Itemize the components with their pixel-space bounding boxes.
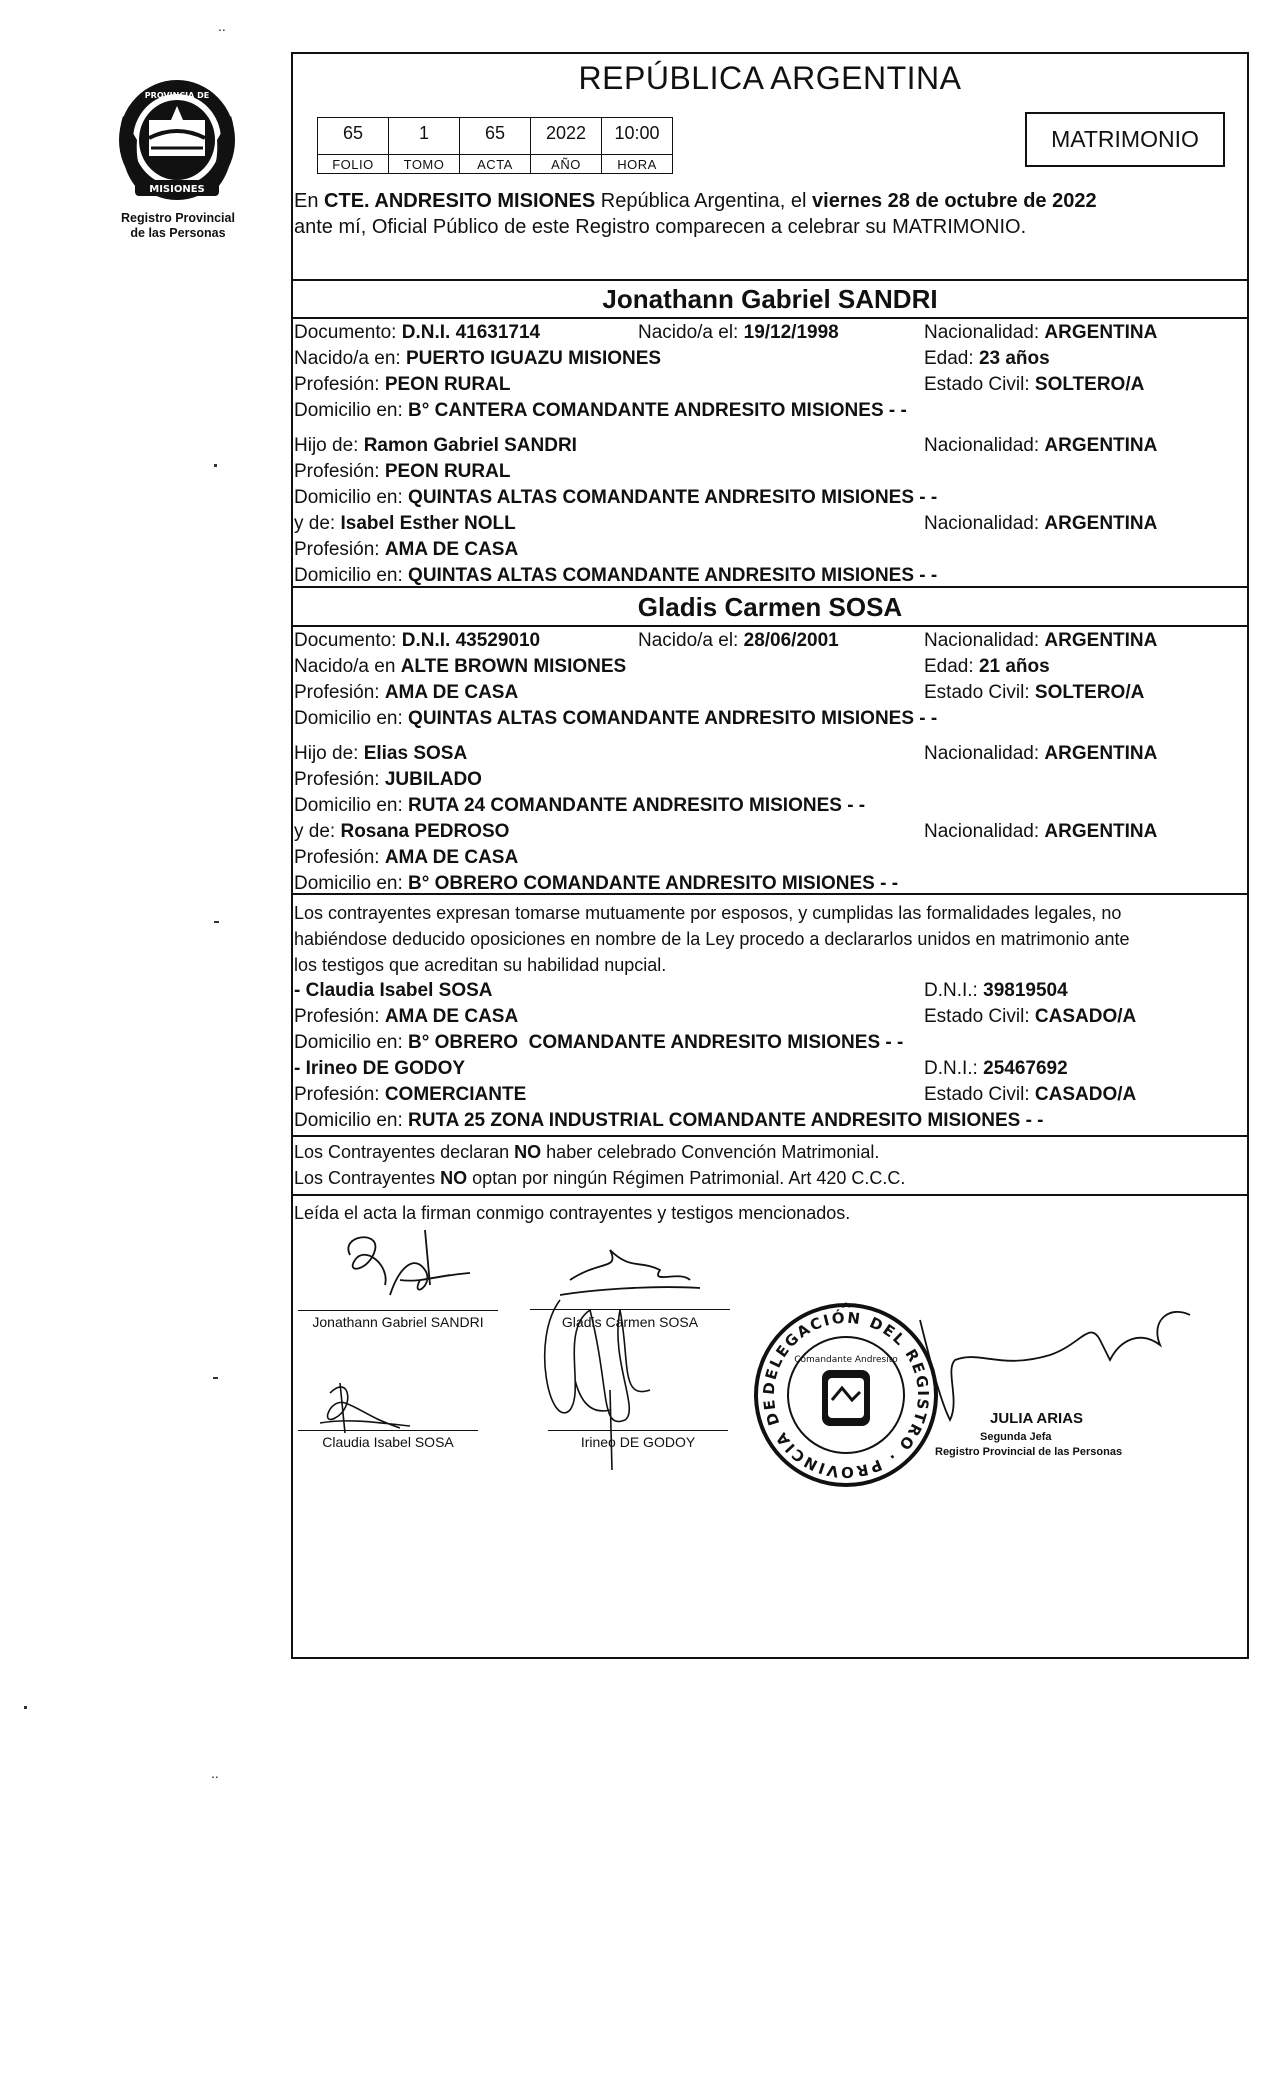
spouse1-age [924, 348, 1050, 370]
ceremony-date: viernes 28 de octubre de 2022 [812, 190, 1097, 212]
label: Documento: [294, 630, 397, 651]
label: Domicilio en: [294, 1110, 403, 1131]
intro-line2: ante mí, Oficial Público de este Registro comparecen a celebrar su MATRIMONIO. [294, 216, 1027, 238]
labels-underline [317, 173, 673, 174]
value: ARGENTINA [1044, 743, 1158, 764]
spouse1-mother-nationality [924, 513, 1157, 535]
spouse1-document [294, 322, 540, 344]
value: PUERTO IGUAZU MISIONES [405, 348, 662, 369]
label: Edad: [924, 348, 974, 369]
value: QUINTAS ALTAS COMANDANTE ANDRESITO MISIONES - - [408, 487, 938, 508]
folio-label: FOLIO [332, 157, 374, 172]
label: Nacionalidad: [924, 513, 1040, 534]
province-seal-logo [113, 76, 241, 204]
signature-spouse1 [330, 1225, 480, 1310]
spouse2-mother-address [294, 873, 898, 895]
witness1-name: - Claudia Isabel SOSA [294, 980, 493, 1001]
label: D.N.I.: [924, 980, 978, 1001]
margin-dot [24, 1706, 27, 1709]
spouse2-father-nationality [924, 743, 1157, 765]
value: 39819504 [983, 980, 1068, 1001]
registry-name [98, 211, 258, 241]
spouse1-father-nationality [924, 435, 1157, 457]
witness2-dni [924, 1058, 1068, 1080]
value: 23 años [978, 348, 1050, 369]
label: Nacionalidad: [924, 630, 1040, 651]
label: Domicilio en: [294, 795, 403, 816]
value: CASADO/A [1034, 1006, 1137, 1027]
official-name: JULIA ARIAS [990, 1410, 1084, 1427]
value: Isabel Esther NOLL [340, 513, 516, 534]
spouse1-birthplace [294, 348, 661, 370]
label: Profesión: [294, 539, 380, 560]
signature-witness1 [300, 1378, 430, 1438]
value: 28/06/2001 [743, 630, 839, 651]
label: Documento: [294, 322, 397, 343]
intro-paragraph [294, 188, 1244, 240]
label: Profesión: [294, 461, 380, 482]
country-title: REPÚBLICA ARGENTINA [578, 60, 962, 96]
label: Domicilio en: [294, 487, 403, 508]
value: ARGENTINA [1044, 322, 1158, 343]
spouse1-name: Jonathann Gabriel SANDRI [602, 284, 938, 314]
value: AMA DE CASA [384, 682, 519, 703]
value: PEON RURAL [384, 461, 511, 482]
record-type-box: MATRIMONIO [1025, 112, 1225, 167]
spouse2-birthdate [638, 630, 839, 652]
divider-spouse2-name [291, 625, 1249, 627]
spouse1-mother-address [294, 565, 937, 587]
text: Los Contrayentes declaran [294, 1142, 510, 1162]
margin-mark-top: .. [218, 18, 226, 34]
declaration-line2: habiéndose deducido oposiciones en nombre de la Ley procedo a declararlos unidos en matrimonio ante [294, 929, 1130, 949]
label: Nacionalidad: [924, 435, 1040, 456]
witness2-civil-status [924, 1084, 1136, 1106]
value: SOLTERO/A [1034, 374, 1145, 395]
value: RUTA 25 ZONA INDUSTRIAL COMANDANTE ANDRESITO MISIONES - - [408, 1110, 1044, 1131]
spouse2-document [294, 630, 540, 652]
witness2-name: - Irineo DE GODOY [294, 1058, 466, 1079]
official-title: Segunda Jefa [980, 1431, 1052, 1443]
label: Estado Civil: [924, 682, 1030, 703]
value: 21 años [978, 656, 1050, 677]
margin-dot [214, 464, 217, 467]
witness2-profession [294, 1084, 526, 1106]
label: Hijo de: [294, 435, 359, 456]
divider-spouse1 [291, 279, 1249, 281]
label: Profesión: [294, 769, 380, 790]
value: QUINTAS ALTAS COMANDANTE ANDRESITO MISIONES - - [408, 565, 938, 586]
label: Profesión: [294, 847, 380, 868]
value: SOLTERO/A [1034, 682, 1145, 703]
spouse2-profession [294, 682, 518, 704]
label: Profesión: [294, 1006, 380, 1027]
anio-label: AÑO [551, 157, 581, 172]
stamp-ring-text: DELEGACIÓN DEL REGISTRO · PROVINCIA DE [759, 1308, 933, 1482]
value: PEON RURAL [384, 374, 511, 395]
label: Domicilio en: [294, 873, 403, 894]
label: Nacionalidad: [924, 821, 1040, 842]
hora-value: 10:00 [614, 123, 660, 143]
tomo-label: TOMO [403, 157, 445, 172]
value: B° CANTERA COMANDANTE ANDRESITO MISIONES - - [408, 400, 907, 421]
signature-name-spouse2: Gladis Carmen SOSA [561, 1314, 699, 1330]
margin-mark-bottom: .. [211, 1765, 219, 1781]
spouse2-father [294, 743, 467, 765]
value: Rosana PEDROSO [340, 821, 510, 842]
value: COMERCIANTE [384, 1084, 527, 1105]
value: B° OBRERO COMANDANTE ANDRESITO MISIONES - - [408, 873, 899, 894]
acta-value: 65 [484, 123, 506, 143]
value: ARGENTINA [1044, 821, 1158, 842]
label: Nacionalidad: [924, 743, 1040, 764]
stamp-inner-text: Comandante Andresito [794, 1355, 898, 1365]
regime-line1 [294, 1142, 879, 1163]
signature-spouse2 [530, 1240, 720, 1480]
label: Nacionalidad: [924, 322, 1040, 343]
label: Domicilio en: [294, 400, 403, 421]
spouse1-civil-status [924, 374, 1144, 396]
label: Nacido/a en: [294, 348, 401, 369]
text: Los Contrayentes [294, 1168, 436, 1188]
emphasis: NO [440, 1168, 468, 1188]
value: JUBILADO [384, 769, 482, 790]
logo-text-bottom: MISIONES [149, 184, 205, 195]
text: optan por ningún Régimen Patrimonial. Art 420 C.C.C. [472, 1168, 906, 1188]
label: Nacido/a el: [638, 630, 739, 651]
declaration-line3: los testigos que acreditan su habilidad nupcial. [294, 955, 667, 975]
margin-dot [214, 921, 219, 923]
declaration-line1: Los contrayentes expresan tomarse mutuamente por esposos, y cumplidas las formalidades legales, no [294, 903, 1122, 923]
spouse1-profession [294, 374, 510, 396]
spouse2-name: Gladis Carmen SOSA [637, 592, 903, 622]
spouse1-mother [294, 513, 516, 535]
spouse1-mother-profession [294, 539, 518, 561]
intro-middle: República Argentina, el [600, 190, 807, 212]
value: ALTE BROWN MISIONES [400, 656, 627, 677]
spouse2-mother [294, 821, 509, 843]
value: 25467692 [983, 1058, 1068, 1079]
witness1-profession [294, 1006, 518, 1028]
label: Estado Civil: [924, 374, 1030, 395]
witness1-civil-status [924, 1006, 1136, 1028]
value: ARGENTINA [1044, 630, 1158, 651]
label: Edad: [924, 656, 974, 677]
spouse1-birthdate [638, 322, 839, 344]
value: ARGENTINA [1044, 435, 1158, 456]
value: D.N.I. 43529010 [401, 630, 541, 651]
value: Ramon Gabriel SANDRI [363, 435, 577, 456]
text: haber celebrado Convención Matrimonial. [546, 1142, 880, 1162]
intro-prefix: En [294, 190, 319, 212]
label: Estado Civil: [924, 1006, 1030, 1027]
label: y de: [294, 821, 336, 842]
emphasis: NO [514, 1142, 542, 1162]
label: D.N.I.: [924, 1058, 978, 1079]
label: Profesión: [294, 374, 380, 395]
label: Domicilio en: [294, 708, 403, 729]
signature-name-witness1: Claudia Isabel SOSA [322, 1434, 454, 1450]
label: Estado Civil: [924, 1084, 1030, 1105]
logo-text-top: PROVINCIA DE [144, 91, 210, 100]
value: B° OBRERO COMANDANTE ANDRESITO MISIONES - - [408, 1032, 904, 1053]
signature-line-spouse1 [298, 1310, 498, 1311]
spouse2-nationality [924, 630, 1157, 652]
closing-statement: Leída el acta la firman conmigo contrayentes y testigos mencionados. [294, 1203, 851, 1223]
spouse2-age [924, 656, 1050, 678]
spouse1-father-address [294, 487, 937, 509]
spouse2-father-profession [294, 769, 482, 791]
witness1-address [294, 1032, 903, 1054]
hora-label: HORA [617, 157, 657, 172]
label: Domicilio en: [294, 1032, 403, 1053]
spouse2-birthplace [294, 656, 626, 678]
label: Profesión: [294, 682, 380, 703]
value: Elias SOSA [363, 743, 468, 764]
value: D.N.I. 41631714 [401, 322, 541, 343]
value: AMA DE CASA [384, 539, 519, 560]
ceremony-place: CTE. ANDRESITO MISIONES [324, 190, 596, 212]
declaration-paragraph [294, 900, 1246, 978]
spouse1-father [294, 435, 577, 457]
value: CASADO/A [1034, 1084, 1137, 1105]
label: Domicilio en: [294, 565, 403, 586]
divider-regime [291, 1135, 1249, 1137]
value: ARGENTINA [1044, 513, 1158, 534]
label: Profesión: [294, 1084, 380, 1105]
value: RUTA 24 COMANDANTE ANDRESITO MISIONES - - [408, 795, 866, 816]
witness2-address [294, 1110, 1044, 1132]
folio-value: 65 [342, 123, 364, 143]
spouse2-mother-profession [294, 847, 518, 869]
signature-name-spouse1: Jonathann Gabriel SANDRI [312, 1314, 484, 1330]
value: QUINTAS ALTAS COMANDANTE ANDRESITO MISIONES - - [408, 708, 938, 729]
spouse1-nationality [924, 322, 1157, 344]
spouse2-mother-nationality [924, 821, 1157, 843]
spouse1-address [294, 400, 907, 422]
spouse2-father-address [294, 795, 865, 817]
witness1-dni [924, 980, 1068, 1002]
label: Nacido/a el: [638, 322, 739, 343]
regime-line2 [294, 1168, 905, 1189]
spouse2-civil-status [924, 682, 1144, 704]
spouse1-father-profession [294, 461, 510, 483]
value: 19/12/1998 [743, 322, 839, 343]
value: AMA DE CASA [384, 847, 519, 868]
margin-dot [213, 1377, 218, 1379]
label: Hijo de: [294, 743, 359, 764]
acta-label: ACTA [477, 157, 513, 172]
label: Nacido/a en [294, 656, 396, 677]
value: AMA DE CASA [384, 1006, 519, 1027]
divider-spouse1-name [291, 317, 1249, 319]
anio-value: 2022 [545, 123, 587, 143]
divider-closing [291, 1194, 1249, 1196]
registry-name-line1: Registro Provincial [121, 211, 235, 225]
registry-name-line2: de las Personas [130, 226, 226, 240]
label: y de: [294, 513, 336, 534]
spouse2-address [294, 708, 937, 730]
tomo-value: 1 [418, 123, 429, 143]
official-office: Registro Provincial de las Personas [935, 1446, 1123, 1458]
signature-name-witness2: Irineo DE GODOY [580, 1434, 696, 1450]
